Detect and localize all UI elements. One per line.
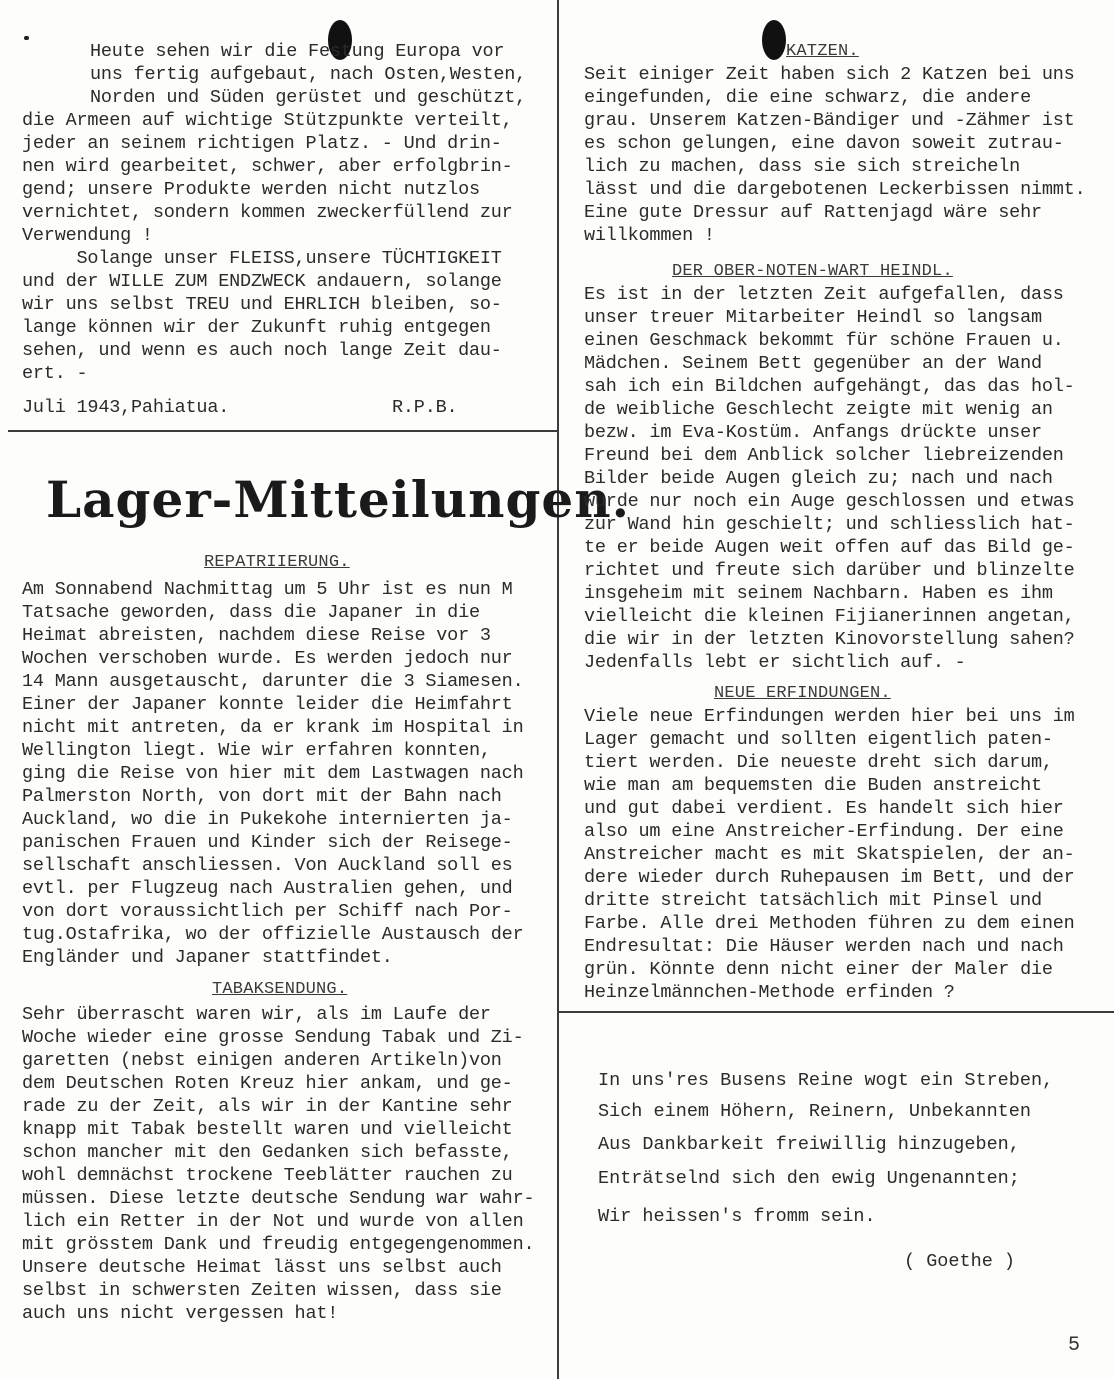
text-line: willkommen ! — [584, 225, 715, 246]
text-line: Unsere deutsche Heimat lässt uns selbst auch — [22, 1257, 502, 1278]
text-line: evtl. per Flugzeug nach Australien gehen, und — [22, 878, 513, 899]
text-line: Solange unser FLEISS,unsere TÜCHTIGKEIT — [22, 248, 502, 269]
left-section-rule — [8, 430, 557, 432]
text-line: wohl demnächst trockene Teeblätter rauchen zu — [22, 1165, 513, 1186]
text-line: Engländer und Japaner stattfindet. — [22, 947, 393, 968]
text-line: und gut dabei verdient. Es handelt sich hier — [584, 798, 1064, 819]
text-line: Sehr überrascht waren wir, als im Laufe der — [22, 1004, 491, 1025]
section-heading-katzen: KATZEN. — [786, 42, 859, 61]
poem-line: Wir heissen's fromm sein. — [598, 1206, 876, 1227]
text-line: lässt und die dargebotenen Leckerbissen nimmt. — [584, 179, 1086, 200]
text-line: ging die Reise von hier mit dem Lastwagen nach — [22, 763, 524, 784]
text-line: richtet und freute sich darüber und blinzelte — [584, 560, 1075, 581]
signature-initials: R.P.B. — [392, 397, 458, 418]
poem-author: ( Goethe ) — [904, 1251, 1016, 1272]
text-line: Am Sonnabend Nachmittag um 5 Uhr ist es nun M — [22, 579, 513, 600]
text-line: Tatsache geworden, dass die Japaner in die — [22, 602, 480, 623]
text-line: Viele neue Erfindungen werden hier bei uns im — [584, 706, 1075, 727]
text-line: Einer der Japaner konnte leider die Heimfahrt — [22, 694, 513, 715]
text-line: Mädchen. Seinem Bett gegenüber an der Wand — [584, 353, 1042, 374]
text-line: vielleicht die kleinen Fijianerinnen angetan, — [584, 606, 1075, 627]
text-line: Bilder beide Augen gleich zu; nach und nach — [584, 468, 1053, 489]
text-line: rade zu der Zeit, als wir in der Kantine sehr — [22, 1096, 513, 1117]
text-line: knapp mit Tabak bestellt waren und vielleicht — [22, 1119, 513, 1140]
text-line: sehen, und wenn es auch noch lange Zeit dau- — [22, 340, 502, 361]
text-line: mit grösstem Dank und freudig entgegengenommen. — [22, 1234, 535, 1255]
section-heading-heindl: DER OBER-NOTEN-WART HEINDL. — [672, 262, 953, 281]
text-line: tug.Ostafrika, wo der offizielle Austausch der — [22, 924, 524, 945]
text-line: Heimat abreisten, nachdem diese Reise vor 3 — [22, 625, 491, 646]
text-line: de weibliche Geschlecht zeigte mit wenig an — [584, 399, 1053, 420]
text-line: Endresultat: Die Häuser werden nach und nach — [584, 936, 1064, 957]
text-line: jeder an seinem richtigen Platz. - Und drin- — [22, 133, 502, 154]
text-line: wurde nur noch ein Auge geschlossen und etwas — [584, 491, 1075, 512]
text-line: dritte streicht tatsächlich mit Pinsel und — [584, 890, 1042, 911]
text-line: lange können wir der Zukunft ruhig entgegen — [22, 317, 491, 338]
text-line: sah ich ein Bildchen aufgehängt, das das hol- — [584, 376, 1075, 397]
text-line: 14 Mann ausgetauscht, darunter die 3 Siamesen. — [22, 671, 524, 692]
text-line: uns fertig aufgebaut, nach Osten,Westen, — [90, 64, 527, 85]
text-line: panischen Frauen und Kinder sich der Reisege- — [22, 832, 513, 853]
text-line: wir uns selbst TREU und EHRLICH bleiben, so- — [22, 294, 502, 315]
text-line: Anstreicher macht es mit Skatspielen, der an- — [584, 844, 1075, 865]
punch-hole-right — [762, 20, 786, 60]
text-line: Jedenfalls lebt er sichtlich auf. - — [584, 652, 966, 673]
text-line: dem Deutschen Roten Kreuz hier ankam, und ge- — [22, 1073, 513, 1094]
page-number: 5 — [1068, 1334, 1081, 1357]
text-line: müssen. Diese letzte deutsche Sendung war wahr- — [22, 1188, 535, 1209]
text-line: also um eine Anstreicher-Erfindung. Der eine — [584, 821, 1064, 842]
text-line: grün. Könnte denn nicht einer der Maler die — [584, 959, 1053, 980]
text-line: auch uns nicht vergessen hat! — [22, 1303, 339, 1324]
poem-line: Sich einem Höhern, Reinern, Unbekannten — [598, 1101, 1031, 1122]
text-line: Lager gemacht und sollten eigentlich paten- — [584, 729, 1053, 750]
text-line: grau. Unserem Katzen-Bändiger und -Zähmer ist — [584, 110, 1075, 131]
text-line: Seit einiger Zeit haben sich 2 Katzen bei uns — [584, 64, 1075, 85]
text-line: es schon gelungen, eine davon soweit zutrau- — [584, 133, 1064, 154]
text-line: lich ein Retter in der Not und wurde von allen — [22, 1211, 524, 1232]
section-heading-repatriierung: REPATRIIERUNG. — [204, 553, 350, 572]
text-line: vernichtet, sondern kommen zweckerfüllend zur — [22, 202, 513, 223]
text-line: Freund bei dem Anblick solcher liebreizenden — [584, 445, 1064, 466]
text-line: bezw. im Eva-Kostüm. Anfangs drückte unser — [584, 422, 1042, 443]
poem-line: Enträtselnd sich den ewig Ungenannten; — [598, 1168, 1020, 1189]
text-line: wie man am bequemsten die Buden anstreicht — [584, 775, 1042, 796]
text-line: Norden und Süden gerüstet und geschützt, — [90, 87, 527, 108]
text-line: die wir in der letzten Kinovorstellung sahen? — [584, 629, 1075, 650]
signature-date: Juli 1943,Pahiatua. — [22, 397, 230, 418]
text-line: einen Geschmack bekommt für schöne Frauen u. — [584, 330, 1064, 351]
ink-speck — [24, 36, 29, 40]
text-line: te er beide Augen weit offen auf das Bild ge- — [584, 537, 1075, 558]
text-line: die Armeen auf wichtige Stützpunkte verteilt, — [22, 110, 513, 131]
column-divider — [557, 0, 559, 1379]
text-line: dere wieder durch Ruhepausen im Bett, und der — [584, 867, 1075, 888]
text-line: ert. - — [22, 363, 88, 384]
text-line: sellschaft anschliessen. Von Auckland soll es — [22, 855, 513, 876]
text-line: zur Wand hin geschielt; und schliesslich hat- — [584, 514, 1075, 535]
text-line: Woche wieder eine grosse Sendung Tabak und Zi- — [22, 1027, 524, 1048]
text-line: Wochen verschoben wurde. Es werden jedoch nur — [22, 648, 513, 669]
text-line: lich zu machen, dass sie sich streicheln — [584, 156, 1021, 177]
text-line: unser treuer Mitarbeiter Heindl so langsam — [584, 307, 1042, 328]
section-heading-erfindungen: NEUE ERFINDUNGEN. — [714, 684, 891, 703]
masthead-title: Lager-Mitteilungen. — [46, 470, 630, 529]
right-section-rule — [559, 1011, 1114, 1013]
text-line: eingefunden, die eine schwarz, die andere — [584, 87, 1031, 108]
text-line: Heute sehen wir die Festung Europa vor — [90, 41, 505, 62]
text-line: Heinzelmännchen-Methode erfinden ? — [584, 982, 955, 1003]
text-line: Es ist in der letzten Zeit aufgefallen, dass — [584, 284, 1064, 305]
text-line: selbst in schwersten Zeiten wissen, dass sie — [22, 1280, 502, 1301]
text-line: nen wird gearbeitet, schwer, aber erfolgbrin- — [22, 156, 513, 177]
text-line: insgeheim mit seinem Nachbarn. Haben es ihm — [584, 583, 1053, 604]
text-line: Auckland, wo die in Pukekohe internierten ja- — [22, 809, 513, 830]
text-line: nicht mit antreten, da er krank im Hospital in — [22, 717, 524, 738]
poem-line: In uns'res Busens Reine wogt ein Streben, — [598, 1070, 1054, 1091]
poem-line: Aus Dankbarkeit freiwillig hinzugeben, — [598, 1134, 1020, 1155]
text-line: von dort voraussichtlich per Schiff nach Por- — [22, 901, 513, 922]
section-heading-tabaksendung: TABAKSENDUNG. — [212, 980, 348, 999]
text-line: garetten (nebst einigen anderen Artikeln)von — [22, 1050, 502, 1071]
text-line: gend; unsere Produkte werden nicht nutzlos — [22, 179, 480, 200]
text-line: Eine gute Dressur auf Rattenjagd wäre sehr — [584, 202, 1042, 223]
text-line: Wellington liegt. Wie wir erfahren konnten, — [22, 740, 491, 761]
text-line: tiert werden. Die neueste dreht sich darum, — [584, 752, 1053, 773]
text-line: Palmerston North, von dort mit der Bahn nach — [22, 786, 502, 807]
text-line: und der WILLE ZUM ENDZWECK andauern, solange — [22, 271, 502, 292]
text-line: Verwendung ! — [22, 225, 153, 246]
text-line: Farbe. Alle drei Methoden führen zu dem einen — [584, 913, 1075, 934]
text-line: schon mancher mit den Gedanken sich befasste, — [22, 1142, 513, 1163]
